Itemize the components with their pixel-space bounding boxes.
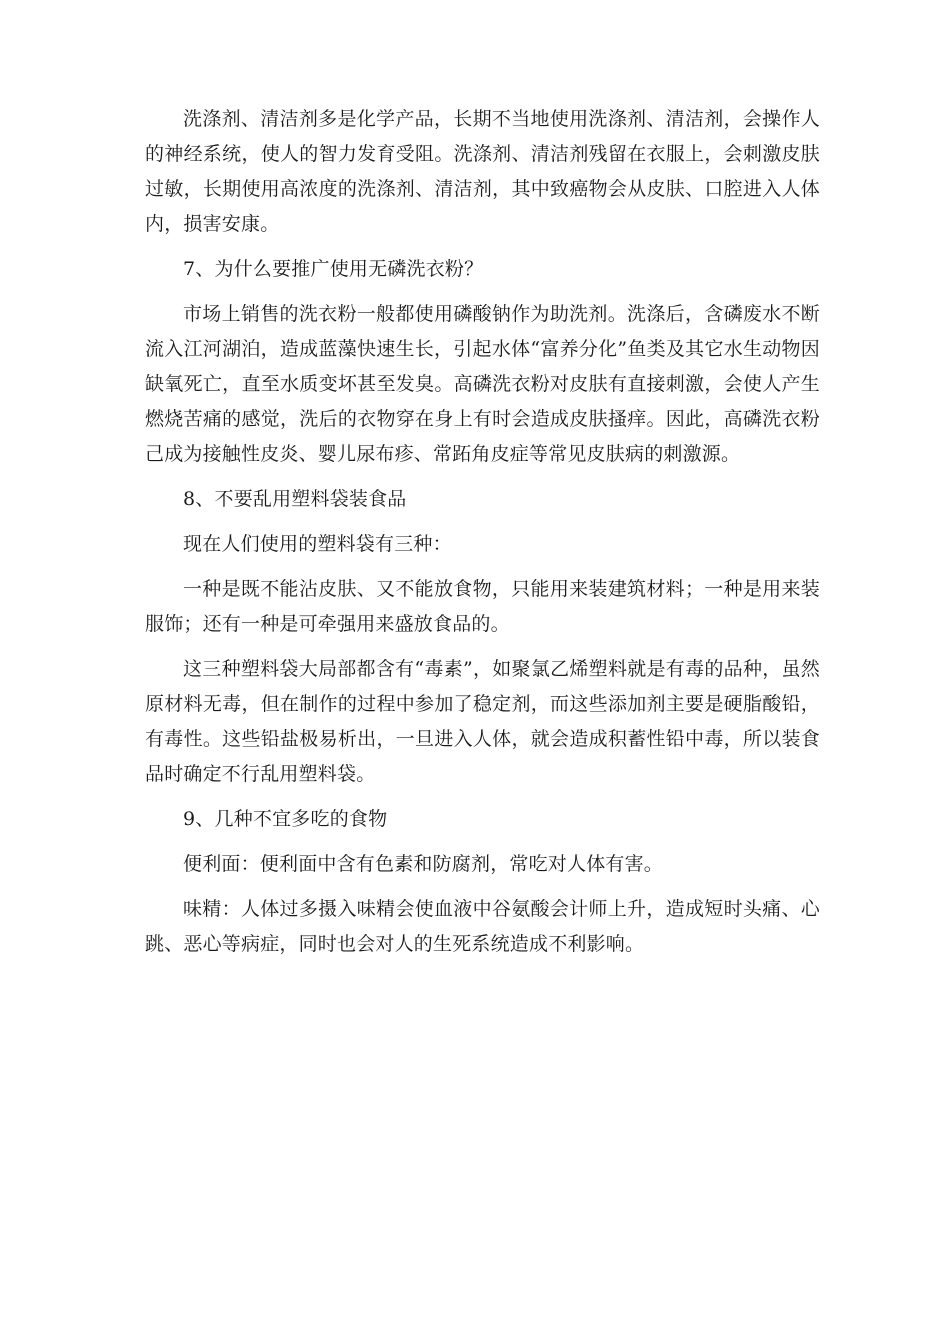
paragraph-plastic-types: 一种是既不能沾皮肤、又不能放食物，只能用来装建筑材料；一种是用来装服饰；还有一种是可牵强用来盛放食品的。 [145,578,820,635]
heading-foods: 9、几种不宜多吃的食物 [183,808,388,830]
paragraph-instant-noodles: 便利面：便利面中含有色素和防腐剂，常吃对人体有害。 [183,853,664,875]
heading-phosphate-free: 7、为什么要推广使用无磷洗衣粉？ [183,258,484,280]
heading-plastic-bags: 8、不要乱用塑料袋装食品 [183,488,407,510]
document-body [145,102,820,972]
paragraph-plastic-types-intro: 现在人们使用的塑料袋有三种： [183,533,452,555]
paragraph-detergent-harm: 洗涤剂、清洁剂多是化学产品，长期不当地使用洗涤剂、清洁剂，会操作人的神经系统，使人的智力发育受阻。洗涤剂、清洁剂残留在衣服上，会刺激皮肤过敏，长期使用高浓度的洗涤剂、清洁剂，其中致癌物会从皮肤、口腔进入人体内，损害安康。 [145,108,820,235]
paragraph-msg: 味精：人体过多摄入味精会使血液中谷氨酸会计师上升，造成短时头痛、心跳、恶心等病症，同时也会对人的生死系统造成不利影响。 [145,898,820,955]
paragraph-phosphate: 市场上销售的洗衣粉一般都使用磷酸钠作为助洗剂。洗涤后，含磷废水不断流入江河湖泊，造成蓝藻快速生长，引起水体“富养分化”鱼类及其它水生动物因缺氧死亡，直至水质变坏甚至发臭。高磷洗衣粉对皮肤有直接刺激，会使人产生燃烧苦痛的感觉，洗后的衣物穿在身上有时会造成皮肤搔痒。因此，高磷洗衣粉己成为接触性皮炎、婴儿尿布疹、常跖角皮症等常见皮肤病的刺激源。 [145,303,820,465]
paragraph-plastic-toxins: 这三种塑料袋大局部都含有“毒素”，如聚氯乙烯塑料就是有毒的品种，虽然原材料无毒，但在制作的过程中参加了稳定剂，而这些添加剂主要是硬脂酸铅，有毒性。这些铅盐极易析出，一旦进入人体，就会造成积蓄性铅中毒，所以装食品时确定不行乱用塑料袋。 [145,658,820,785]
